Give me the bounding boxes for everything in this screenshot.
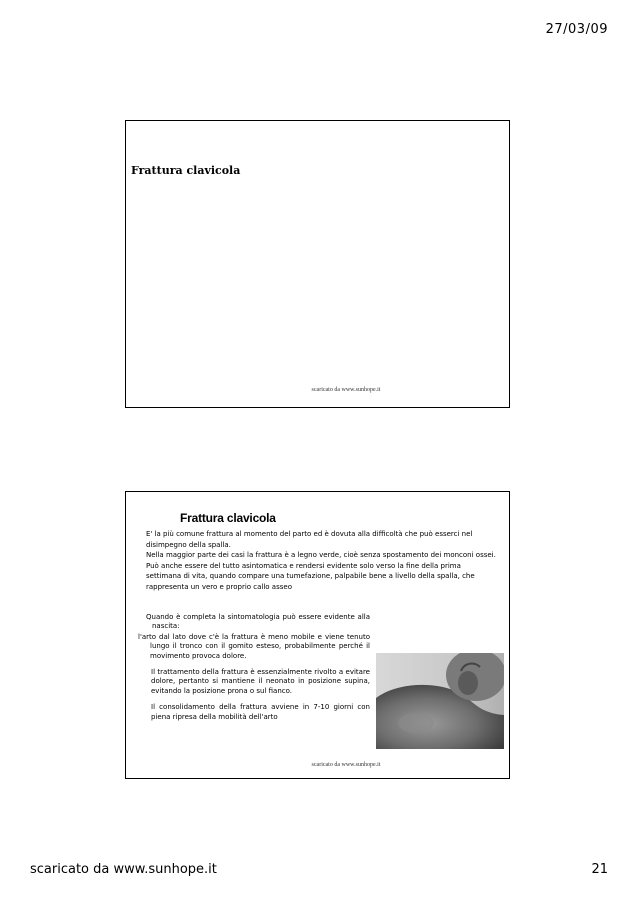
intro-paragraph: Può anche essere del tutto asintomatica e rendersi evidente solo verso la fine della prima settimana di vita, quando compare una tumefazione, palpabile bene a livello della spalla, che rappresenta un vero e proprio callo asseo	[146, 561, 475, 591]
slide-2-title: Frattura clavicola	[180, 511, 276, 525]
list-item: Quando è completa la sintomatologia può essere evidente alla nascita:	[146, 613, 370, 631]
footer-source: scaricato da www.sunhope.it	[30, 862, 217, 877]
list-item: l'arto dal lato dove c'è la frattura è meno mobile e viene tenuto lungo il tronco con il gomito esteso, probabilmente perché il movimento provoca dolore.	[138, 632, 370, 660]
header-date: 27/03/09	[545, 22, 608, 37]
slide-2-credit: scaricato da www.sunhope.it	[311, 762, 381, 768]
slide-2	[125, 491, 510, 779]
slide-2-intro	[146, 529, 496, 592]
slide-1-credit: scaricato da www.sunhope.it	[311, 387, 381, 393]
slide-1-title: Frattura clavicola	[131, 164, 241, 177]
intro-paragraph: E' la più comune frattura al momento del parto ed è dovuta alla difficoltà che può esserci nel disimpegno della spalla.	[146, 530, 473, 549]
list-item: Il consolidamento della frattura avviene in 7-10 giorni con piena ripresa della mobilità dell'arto	[151, 703, 370, 721]
newborn-photo	[376, 653, 504, 749]
newborn-photo-image	[376, 653, 504, 749]
intro-paragraph: Nella maggior parte dei casi la frattura è a legno verde, cioè senza spostamento dei monconi ossei.	[146, 551, 496, 559]
slide-1	[125, 120, 510, 408]
list-item: Il trattamento della frattura è essenzialmente rivolto a evitare dolore, pertanto si mantiene il neonato in posizione supina, evitando la posizione prona o sul fianco.	[151, 668, 370, 695]
slide-2-list	[138, 613, 370, 729]
page-number: 21	[591, 862, 608, 877]
